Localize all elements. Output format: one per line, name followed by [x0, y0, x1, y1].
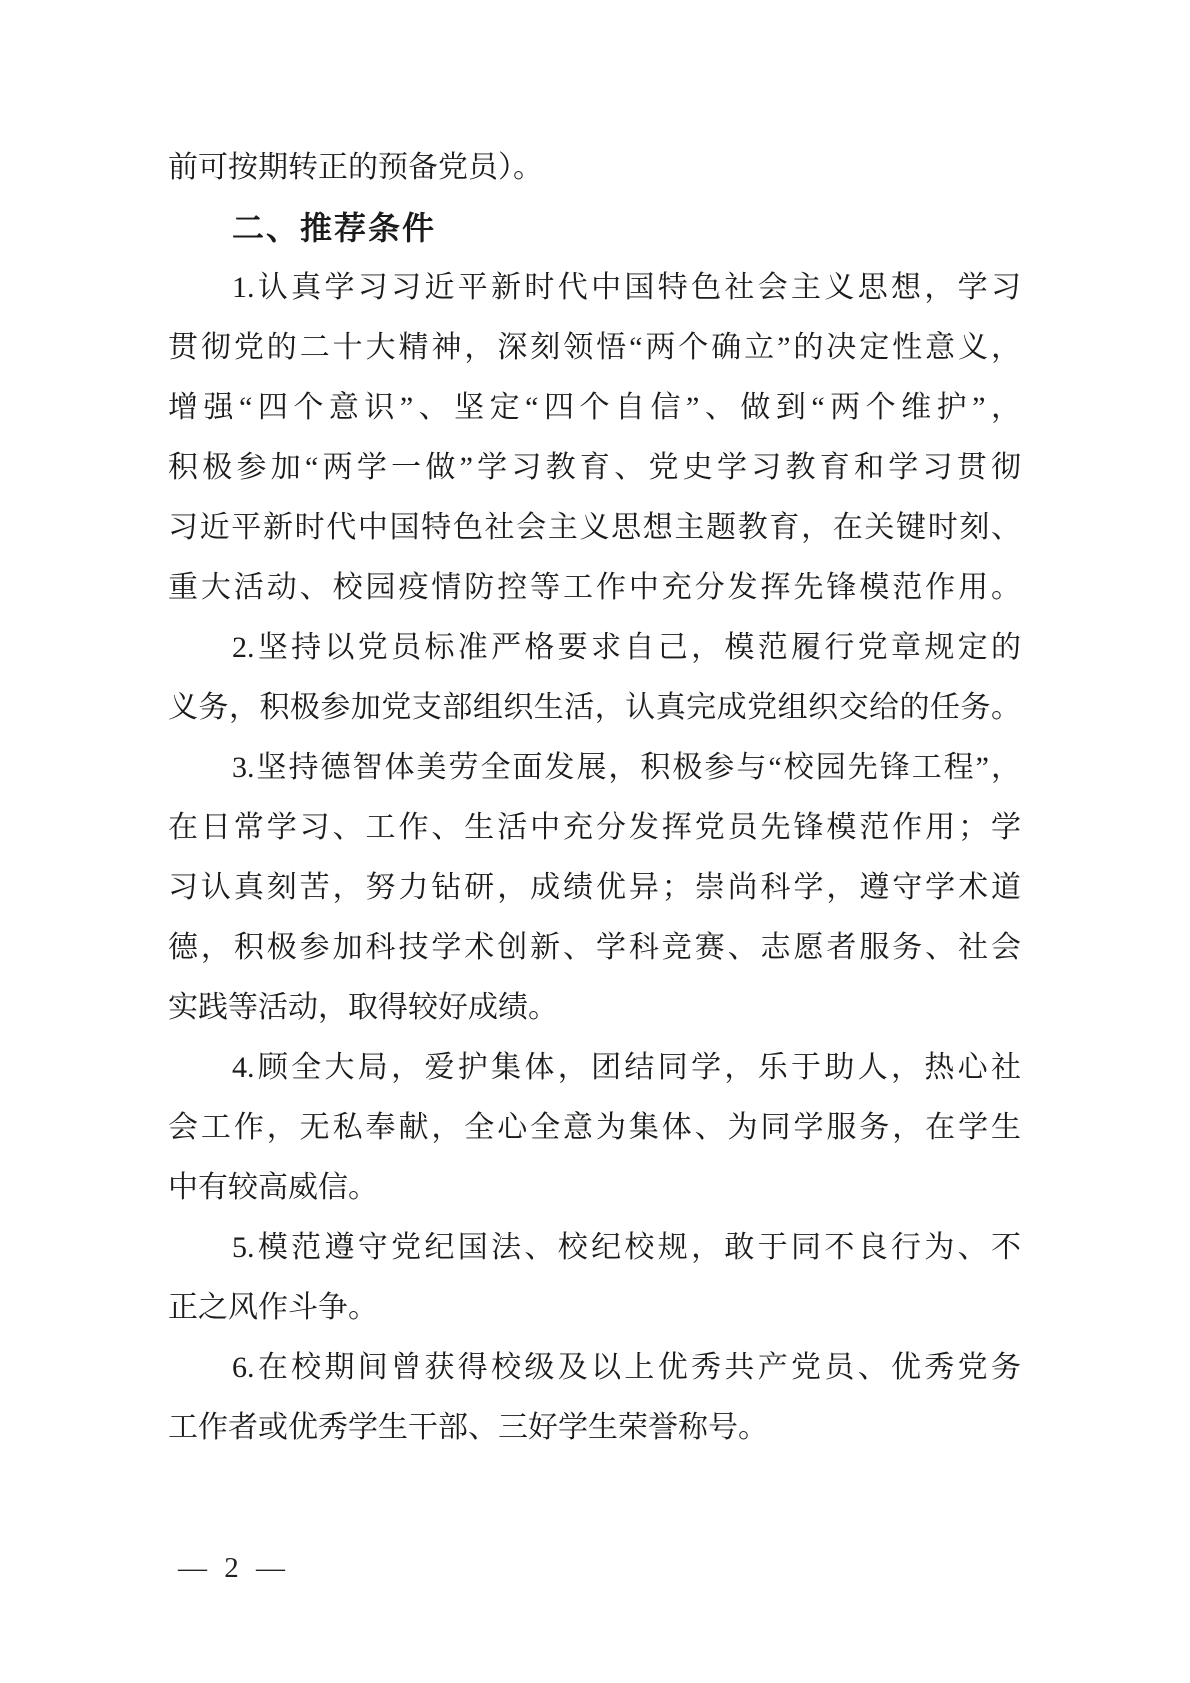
text-line: 2.坚持以党员标准严格要求自己，模范履行党章规定的 [232, 631, 1021, 664]
section-heading: 二、推荐条件 [232, 210, 437, 246]
text-line: 实践等活动，取得较好成绩。 [168, 991, 558, 1024]
page-number: — 2 — [178, 1552, 290, 1584]
text-line: 重大活动、校园疫情防控等工作中充分发挥先锋模范作用。 [168, 571, 1021, 604]
text-line: 德，积极参加科技学术创新、学科竞赛、志愿者服务、社会 [168, 931, 1021, 964]
text-line: 在日常学习、工作、生活中充分发挥党员先锋模范作用；学 [168, 811, 1021, 844]
text-line: 中有较高威信。 [168, 1171, 378, 1204]
text-line: 积极参加“两学一做”学习教育、党史学习教育和学习贯彻 [168, 451, 1021, 484]
text-line: 1.认真学习习近平新时代中国特色社会主义思想，学习 [232, 271, 1021, 304]
text-line: 工作者或优秀学生干部、三好学生荣誉称号。 [168, 1411, 768, 1444]
text-line: 正之风作斗争。 [168, 1291, 378, 1324]
text-line: 习认真刻苦，努力钻研，成绩优异；崇尚科学，遵守学术道 [168, 871, 1021, 904]
document-body [168, 138, 1021, 1458]
text-line: 会工作，无私奉献，全心全意为集体、为同学服务，在学生 [168, 1111, 1021, 1144]
text-line: 4.顾全大局，爱护集体，团结同学，乐于助人，热心社 [232, 1051, 1021, 1084]
text-line: 贯彻党的二十大精神，深刻领悟“两个确立”的决定性意义， [168, 331, 1021, 364]
text-line: 5.模范遵守党纪国法、校纪校规，敢于同不良行为、不 [232, 1231, 1021, 1264]
text-line: 习近平新时代中国特色社会主义思想主题教育，在关键时刻、 [168, 511, 1021, 544]
text-line: 义务，积极参加党支部组织生活，认真完成党组织交给的任务。 [168, 691, 1021, 724]
text-line: 3.坚持德智体美劳全面发展，积极参与“校园先锋工程”， [232, 751, 1021, 784]
text-line: 6.在校期间曾获得校级及以上优秀共产党员、优秀党务 [232, 1351, 1021, 1384]
text-line: 前可按期转正的预备党员）。 [168, 151, 543, 184]
text-line: 增强“四个意识”、坚定“四个自信”、做到“两个维护”， [168, 391, 1021, 424]
